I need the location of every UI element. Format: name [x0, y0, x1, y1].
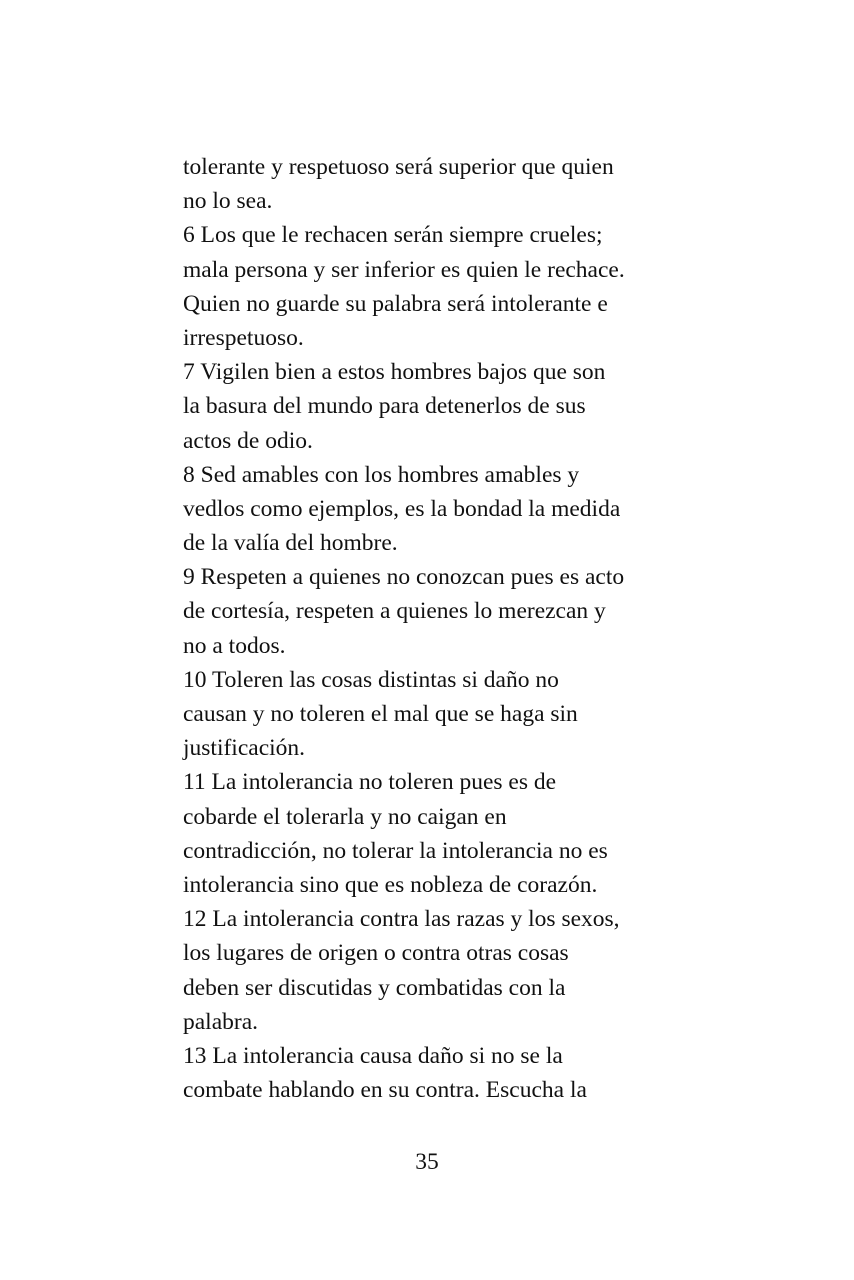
verse-13-line: 13 La intolerancia causa daño si no se la — [183, 1042, 563, 1069]
text-line: combate hablando en su contra. Escucha la — [183, 1077, 587, 1104]
page-number: 35 — [415, 1149, 439, 1175]
text-line: la basura del mundo para detenerlos de sus — [183, 393, 586, 420]
text-line: deben ser discutidas y combatidas con la — [183, 974, 566, 1001]
text-line: irrespetuoso. — [183, 324, 304, 351]
text-line: vedlos como ejemplos, es la bondad la medida — [183, 495, 621, 522]
text-line: contradicción, no tolerar la intolerancia no es — [183, 837, 608, 864]
text-line: Quien no guarde su palabra será intolerante e — [183, 290, 608, 317]
text-line: no lo sea. — [183, 188, 273, 215]
text-line: actos de odio. — [183, 427, 313, 454]
verse-9-line: 9 Respeten a quienes no conozcan pues es acto — [183, 564, 625, 591]
verse-8-line: 8 Sed amables con los hombres amables y — [183, 461, 580, 488]
text-line: causan y no toleren el mal que se haga sin — [183, 701, 578, 727]
verse-10-line: 10 Toleren las cosas distintas si daño no — [183, 666, 559, 693]
text-line: intolerancia sino que es nobleza de corazón. — [183, 871, 598, 898]
text-line: palabra. — [183, 1008, 259, 1035]
text-line: los lugares de origen o contra otras cosas — [183, 940, 569, 967]
text-line: de cortesía, respeten a quienes lo merezcan y — [183, 598, 606, 625]
page-body-text — [183, 150, 683, 1107]
text-line: de la valía del hombre. — [183, 530, 398, 557]
verse-6-line: 6 Los que le rechacen serán siempre crueles; — [183, 222, 603, 249]
verse-11-line: 11 La intolerancia no toleren pues es de — [183, 769, 557, 796]
text-line: justificación. — [183, 735, 306, 762]
verse-7-line: 7 Vigilen bien a estos hombres bajos que son — [183, 359, 606, 386]
text-line: cobarde el tolerarla y no caigan en — [183, 803, 507, 830]
verse-12-line: 12 La intolerancia contra las razas y los sexos, — [183, 906, 620, 933]
text-line: mala persona y ser inferior es quien le rechace. — [183, 256, 625, 283]
text-line: tolerante y respetuoso será superior que quien — [183, 154, 614, 180]
text-line: no a todos. — [183, 632, 286, 659]
